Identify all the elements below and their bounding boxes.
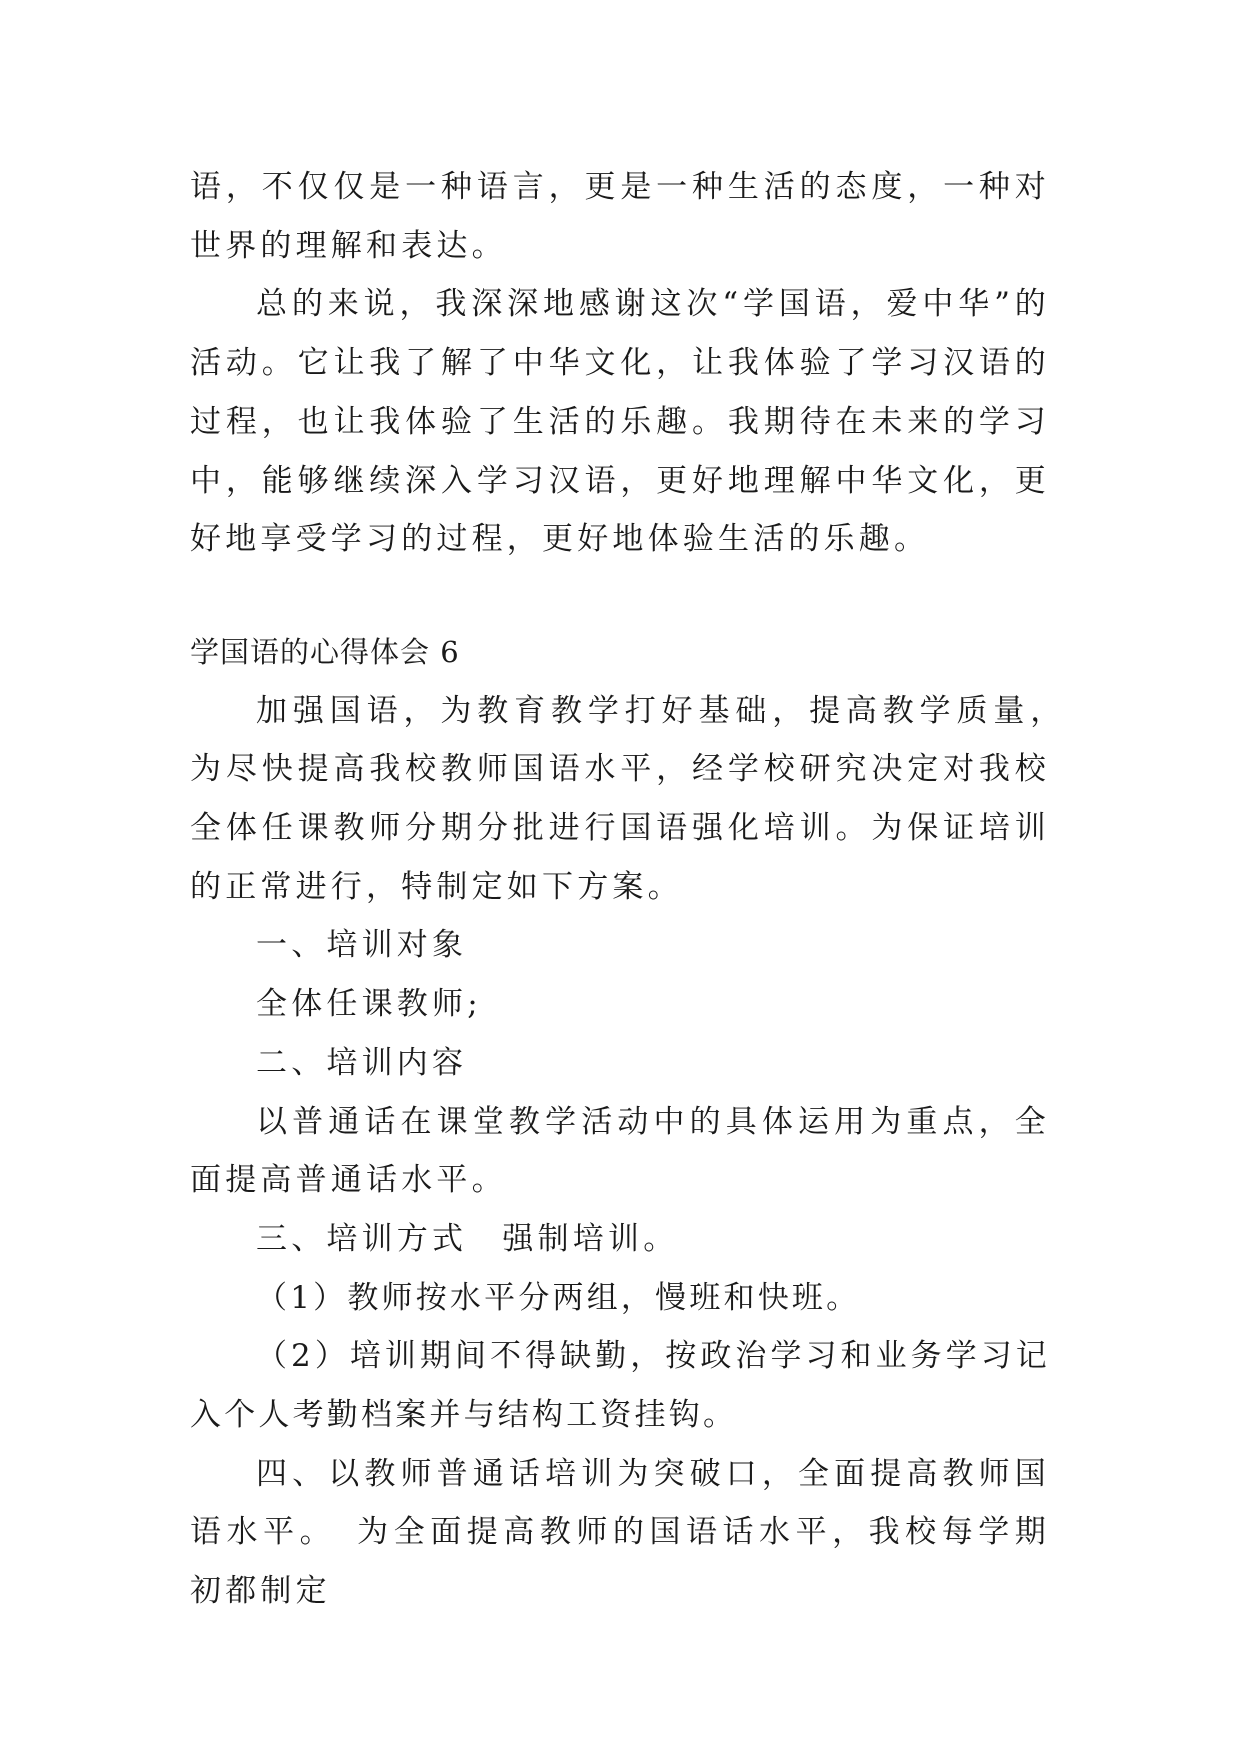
paragraph-item-1-title: 一、培训对象	[256, 927, 468, 964]
section-gap	[190, 569, 1050, 623]
paragraph-continuation: 语，不仅仅是一种语言，更是一种生活的态度，一种对世界的理解和表达。	[190, 169, 1050, 264]
paragraph-item-2-body: 以普通话在课堂教学活动中的具体运用为重点，全面提高普通话水平。	[190, 1103, 1050, 1199]
paragraph-intro: 加强国语，为教育教学打好基础，提高教学质量， 为尽快提高我校教师国语水平，经学校研究决定对我校全体任课教师分期分批进行国语强化培训。为保证培训的正常进行，特制定如下方案。	[190, 692, 1086, 905]
paragraph-item-3-sub-1: （1）教师按水平分两组，慢班和快班。	[256, 1279, 861, 1316]
paragraph-item-1-body: 全体任课教师;	[256, 986, 482, 1023]
paragraph-summary: 总的来说，我深深地感谢这次“学国语，爱中华”的活动。它让我了解了中华文化，让我体验了学习汉语的过程，也让我体验了生活的乐趣。我期待在未来的学习中，能够继续深入学习汉语，更好地理解中华文化，更好地享受学习的过程，更好地体验生活的乐趣。	[190, 286, 1050, 558]
paragraph-item-3-sub-2: （2）培训期间不得缺勤，按政治学习和业务学习记入个人考勤档案并与结构工资挂钩。	[190, 1338, 1050, 1434]
paragraph-item-2-title: 二、培训内容	[256, 1044, 468, 1081]
document-page	[190, 158, 1086, 1621]
section-heading: 学国语的心得体会 6	[190, 634, 460, 669]
paragraph-item-4: 四、以教师普通话培训为突破口，全面提高教师国语水平。 为全面提高教师的国语话水平，我校每学期初都制定	[190, 1455, 1050, 1610]
paragraph-item-3-title: 三、培训方式 强制培训。	[256, 1220, 679, 1257]
